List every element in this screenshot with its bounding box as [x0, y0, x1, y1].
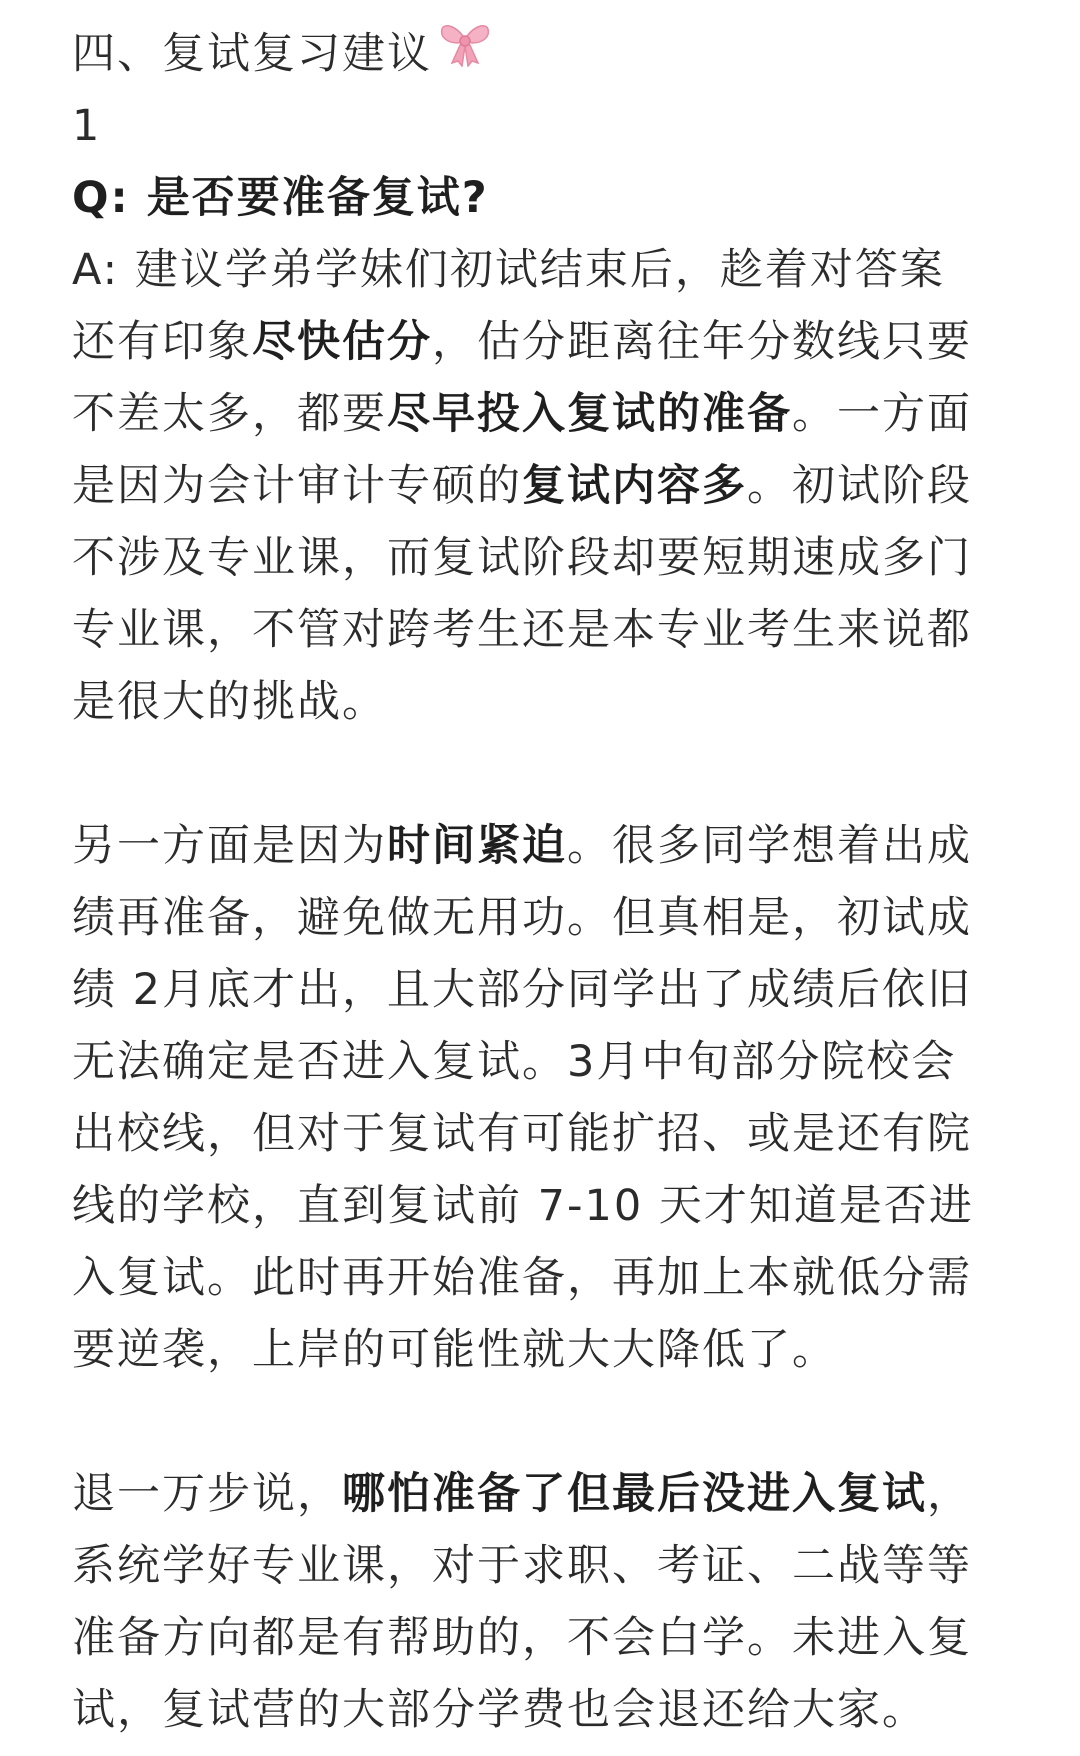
text-line	[72, 450, 1022, 522]
ribbon-bow-icon	[438, 18, 492, 89]
text-run: 还有印象	[72, 317, 252, 367]
question-text: Q: 是否要准备复试?	[72, 173, 489, 223]
section-heading-text: 四、复试复习建议	[72, 29, 432, 79]
text-run: 退一万步说，	[72, 1469, 342, 1519]
text-run: 。初试阶段	[747, 461, 972, 511]
bold-text-run: 尽快估分	[252, 317, 432, 367]
text-line: 不涉及专业课，而复试阶段却要短期速成多门	[72, 533, 972, 583]
text-line: 准备方向都是有帮助的，不会白学。未进入复	[72, 1613, 972, 1663]
text-line: 专业课，不管对跨考生还是本专业考生来说都	[72, 605, 972, 655]
paragraph-spacer	[72, 738, 1022, 810]
index-number: 1	[72, 101, 102, 151]
text-run: ，	[927, 1469, 972, 1519]
paragraph-time	[72, 810, 1022, 1386]
text-run: 。很多同学想着出成	[567, 821, 972, 871]
text-line: 入复试。此时再开始准备，再加上本就低分需	[72, 1253, 972, 1303]
text-line	[72, 378, 1022, 450]
paragraph-spacer	[72, 1386, 1022, 1458]
text-line	[72, 810, 1022, 882]
text-line: 系统学好专业课，对于求职、考证、二战等等	[72, 1541, 972, 1591]
text-line: 试，复试营的大部分学费也会退还给大家。	[72, 1685, 927, 1735]
text-run: ，估分距离往年分数线只要	[432, 317, 972, 367]
article-body	[72, 18, 1022, 1746]
paragraph-answer	[72, 234, 1022, 738]
text-line: 出校线，但对于复试有可能扩招、或是还有院	[72, 1109, 972, 1159]
text-line: A: 建议学弟学妹们初试结束后，趁着对答案	[72, 245, 945, 295]
bold-text-run: 尽早投入复试的准备	[387, 389, 792, 439]
text-run: 。一方面	[792, 389, 972, 439]
paragraph-fallback	[72, 1458, 1022, 1746]
text-line: 绩再准备，避免做无用功。但真相是，初试成	[72, 893, 972, 943]
text-run: 另一方面是因为	[72, 821, 387, 871]
bold-text-run: 复试内容多	[522, 461, 747, 511]
text-line: 无法确定是否进入复试。3月中旬部分院校会	[72, 1037, 957, 1087]
text-run: 是因为会计审计专硕的	[72, 461, 522, 511]
text-line: 要逆袭，上岸的可能性就大大降低了。	[72, 1325, 837, 1375]
text-line	[72, 306, 1022, 378]
bold-text-run: 时间紧迫	[387, 821, 567, 871]
text-line: 线的学校，直到复试前 7-10 天才知道是否进	[72, 1181, 974, 1231]
text-line	[72, 1458, 1022, 1530]
text-run: 不差太多，都要	[72, 389, 387, 439]
bold-text-run: 哪怕准备了但最后没进入复试	[342, 1469, 927, 1519]
text-line: 是很大的挑战。	[72, 677, 387, 727]
text-line: 绩 2月底才出，且大部分同学出了成绩后依旧	[72, 965, 973, 1015]
section-heading	[72, 18, 1022, 90]
question	[72, 162, 1022, 234]
